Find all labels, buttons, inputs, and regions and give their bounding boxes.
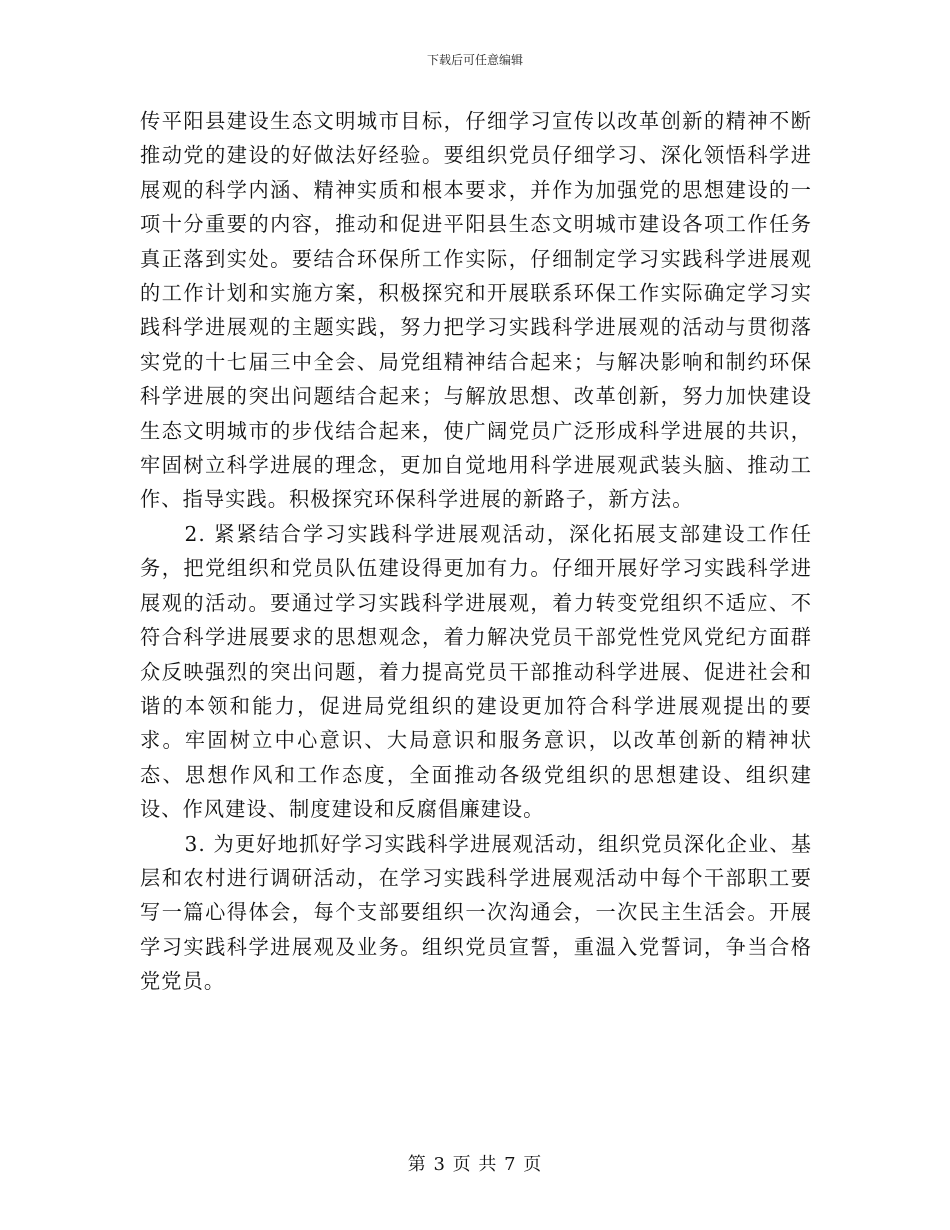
paragraph-continuation: 传平阳县建设生态文明城市目标，仔细学习宣传以改革创新的精神不断推动党的建设的好做法好经验。要组织党员仔细学习、深化领悟科学进展观的科学内涵、精神实质和根本要求，并作为加强党的思想建设的一项十分重要的内容，推动和促进平阳县生态文明城市建设各项工作任务真正落到实处。要结合环保所工作实际，仔细制定学习实践科学进展观的工作计划和实施方案，积极探究和开展联系环保工作实际确定学习实践科学进展观的主题实践，努力把学习实践科学进展观的活动与贯彻落实党的十七届三中全会、局党组精神结合起来；与解决影响和制约环保科学进展的突出问题结合起来；与解放思想、改革创新，努力加快建设生态文明城市的步伐结合起来，使广阔党员广泛形成科学进展的共识，牢固树立科学进展的理念，更加自觉地用科学进展观武装头脑、推动工作、指导实践。积极探究环保科学进展的新路子，新方法。: [140, 109, 812, 512]
document-body: [140, 104, 812, 999]
paragraph-item-2: 2. 紧紧结合学习实践科学进展观活动，深化拓展支部建设工作任务，把党组织和党员队伍建设得更加有力。仔细开展好学习实践科学进展观的活动。要通过学习实践科学进展观，着力转变党组织不适应、不符合科学进展要求的思想观念，着力解决党员干部党性党风党纪方面群众反映强烈的突出问题，着力提高党员干部推动科学进展、促进社会和谐的本领和能力，促进局党组织的建设更加符合科学进展观提出的要求。牢固树立中心意识、大局意识和服务意识，以改革创新的精神状态、思想作风和工作态度，全面推动各级党组织的思想建设、组织建设、作风建设、制度建设和反腐倡廉建设。: [140, 521, 812, 822]
page-number: 第 3 页 共 7 页: [407, 1154, 543, 1175]
paragraph-item-3: 3. 为更好地抓好学习实践科学进展观活动，组织党员深化企业、基层和农村进行调研活动，在学习实践科学进展观活动中每个干部职工要写一篇心得体会，每个支部要组织一次沟通会，一次民主生活会。开展学习实践科学进展观及业务。组织党员宣誓，重温入党誓词，争当合格党党员。: [140, 831, 812, 994]
page-header: 下载后可任意编辑: [426, 53, 523, 67]
page-footer: [0, 1154, 950, 1176]
